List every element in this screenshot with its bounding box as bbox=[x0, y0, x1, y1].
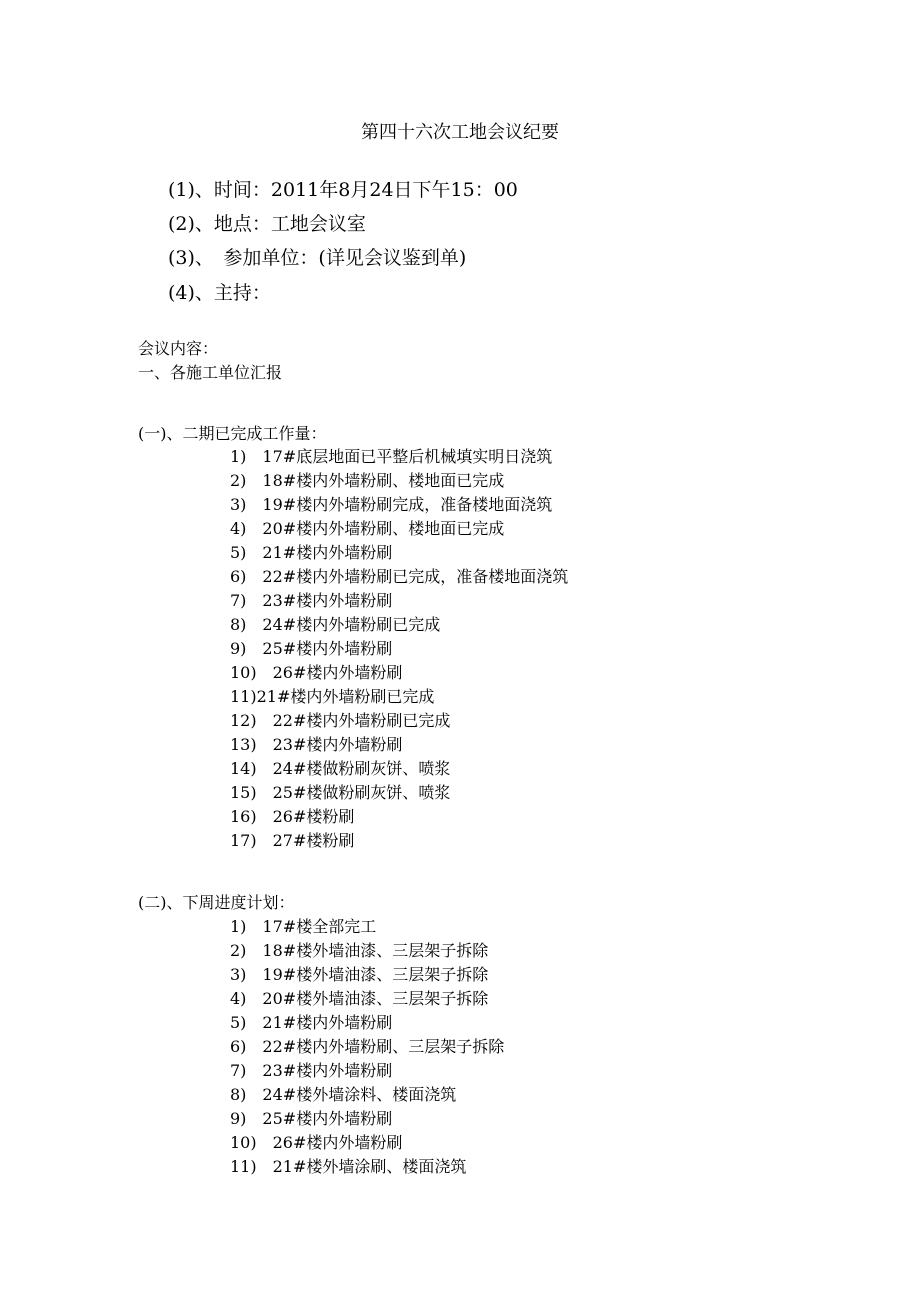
completed-work-heading: (一)、二期已完成工作量： bbox=[138, 424, 327, 443]
list-item: 3) 19#楼内外墙粉刷完成，准备楼地面浇筑 bbox=[230, 495, 553, 514]
list-item: 2) 18#楼外墙油漆、三层架子拆除 bbox=[230, 941, 489, 960]
list-item: 1) 17#底层地面已平整后机械填实明日浇筑 bbox=[230, 447, 553, 466]
meeting-location: (2)、地点：工地会议室 bbox=[168, 213, 366, 235]
list-item: 8) 24#楼内外墙粉刷已完成 bbox=[230, 615, 441, 634]
list-item: 3) 19#楼外墙油漆、三层架子拆除 bbox=[230, 965, 489, 984]
completed-work-list bbox=[230, 445, 568, 853]
content-label: 会议内容： bbox=[138, 339, 219, 358]
list-item: 5) 21#楼内外墙粉刷 bbox=[230, 543, 393, 562]
list-item: 17) 27#楼粉刷 bbox=[230, 831, 355, 850]
list-item: 2) 18#楼内外墙粉刷、楼地面已完成 bbox=[230, 471, 505, 490]
plan-list bbox=[230, 915, 504, 1179]
list-item: 6) 22#楼内外墙粉刷已完成，准备楼地面浇筑 bbox=[230, 567, 569, 586]
meeting-time: (1)、时间：2011年8月24日下午15：00 bbox=[168, 179, 518, 201]
list-item: 15) 25#楼做粉刷灰饼、喷浆 bbox=[230, 783, 451, 802]
list-item: 10) 26#楼内外墙粉刷 bbox=[230, 1133, 403, 1152]
list-item: 11) 21#楼外墙涂刷、楼面浇筑 bbox=[230, 1157, 467, 1176]
list-item: 14) 24#楼做粉刷灰饼、喷浆 bbox=[230, 759, 451, 778]
part-one-heading: 一、各施工单位汇报 bbox=[138, 363, 283, 382]
list-item: 13) 23#楼内外墙粉刷 bbox=[230, 735, 403, 754]
list-item: 8) 24#楼外墙涂料、楼面浇筑 bbox=[230, 1085, 457, 1104]
list-item: 12) 22#楼内外墙粉刷已完成 bbox=[230, 711, 451, 730]
plan-heading: (二)、下周进度计划： bbox=[138, 893, 295, 912]
list-item: 16) 26#楼粉刷 bbox=[230, 807, 355, 826]
list-item: 7) 23#楼内外墙粉刷 bbox=[230, 591, 393, 610]
list-item: 4) 20#楼外墙油漆、三层架子拆除 bbox=[230, 989, 489, 1008]
list-item: 4) 20#楼内外墙粉刷、楼地面已完成 bbox=[230, 519, 505, 538]
list-item: 11)21#楼内外墙粉刷已完成 bbox=[230, 687, 435, 706]
meeting-host: (4)、主持： bbox=[168, 282, 271, 304]
list-item: 9) 25#楼内外墙粉刷 bbox=[230, 639, 393, 658]
meeting-attendees: (3)、 参加单位：(详见会议鉴到单) bbox=[168, 247, 467, 269]
list-item: 9) 25#楼内外墙粉刷 bbox=[230, 1109, 393, 1128]
list-item: 7) 23#楼内外墙粉刷 bbox=[230, 1061, 393, 1080]
list-item: 10) 26#楼内外墙粉刷 bbox=[230, 663, 403, 682]
list-item: 1) 17#楼全部完工 bbox=[230, 917, 377, 936]
list-item: 6) 22#楼内外墙粉刷、三层架子拆除 bbox=[230, 1037, 505, 1056]
list-item: 5) 21#楼内外墙粉刷 bbox=[230, 1013, 393, 1032]
page-title: 第四十六次工地会议纪要 bbox=[361, 122, 559, 143]
